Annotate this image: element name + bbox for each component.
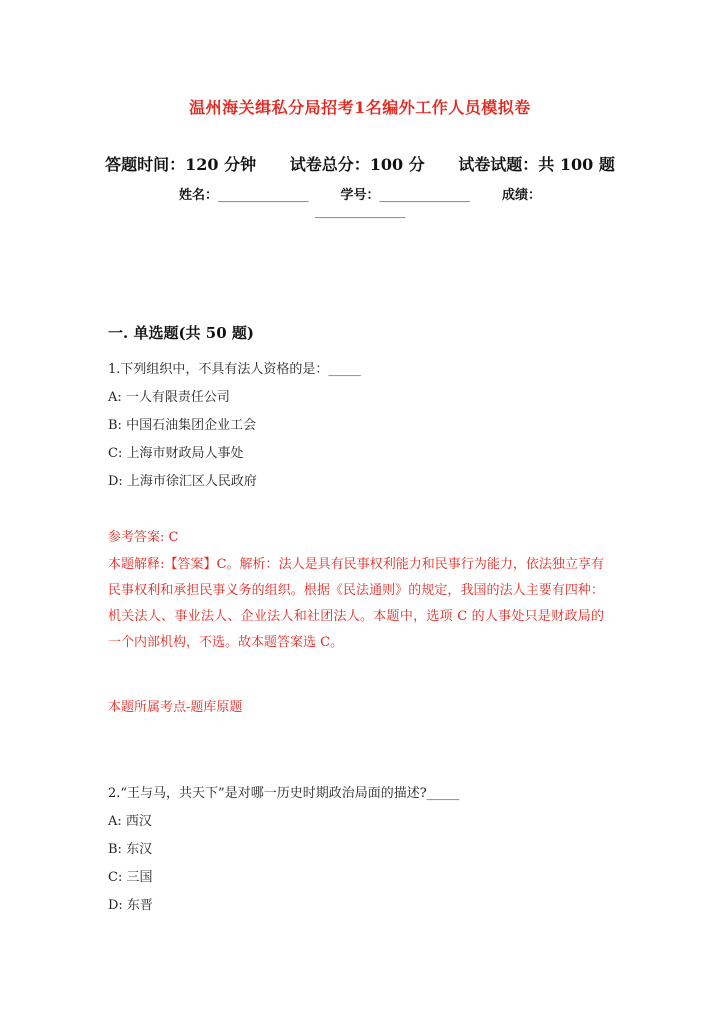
option-a: A: 西汉 bbox=[108, 814, 152, 829]
answer-analysis: 本题解释:【答案】C。解析：法人是具有民事权利能力和民事行为能力，依法独立享有民事权利和承担民事义务的组织。根据《民法通则》的规定，我国的法人主要有四种：机关法人、事业法人、企业法人和社团法人。本题中，选项 C 的人事处只是财政局的一个内部机构，不选。故本题答案选 C。 bbox=[108, 557, 604, 650]
name-label: 姓名： bbox=[178, 188, 218, 203]
time-label: 答题时间：120 分钟 bbox=[105, 155, 257, 174]
score-field bbox=[502, 184, 541, 203]
student-id-blank: _______________ bbox=[379, 188, 470, 203]
total-questions-label: 试卷试题：共 100 题 bbox=[458, 155, 615, 174]
student-id-field bbox=[340, 184, 469, 203]
section-heading: 一. 单选题(共 50 题) bbox=[108, 324, 254, 342]
option-a: A: 一人有限责任公司 bbox=[108, 390, 230, 405]
option-d: D: 东晋 bbox=[108, 898, 153, 913]
option-c: C: 三国 bbox=[108, 870, 153, 885]
question-source: 本题所属考点-题库原题 bbox=[108, 700, 243, 715]
name-blank: _______________ bbox=[217, 188, 308, 203]
name-field bbox=[179, 184, 308, 203]
question-stem: 2.“王与马，共天下”是对哪一历史时期政治局面的描述?_____ bbox=[108, 786, 460, 801]
page-title: 温州海关缉私分局招考1名编外工作人员模拟卷 bbox=[189, 98, 531, 117]
option-b: B: 中国石油集团企业工会 bbox=[108, 418, 257, 433]
score-blank: _______________ bbox=[315, 204, 405, 219]
reference-answer: 参考答案: C bbox=[108, 530, 179, 545]
student-id-label: 学号： bbox=[340, 188, 380, 203]
student-info bbox=[0, 184, 720, 203]
question-stem: 1.下列组织中，不具有法人资格的是：_____ bbox=[108, 362, 361, 377]
option-b: B: 东汉 bbox=[108, 842, 153, 857]
score-label: 成绩： bbox=[502, 188, 542, 203]
exam-meta bbox=[0, 152, 720, 175]
option-c: C: 上海市财政局人事处 bbox=[108, 446, 244, 461]
option-d: D: 上海市徐汇区人民政府 bbox=[108, 474, 257, 489]
total-score-label: 试卷总分：100 分 bbox=[289, 155, 425, 174]
